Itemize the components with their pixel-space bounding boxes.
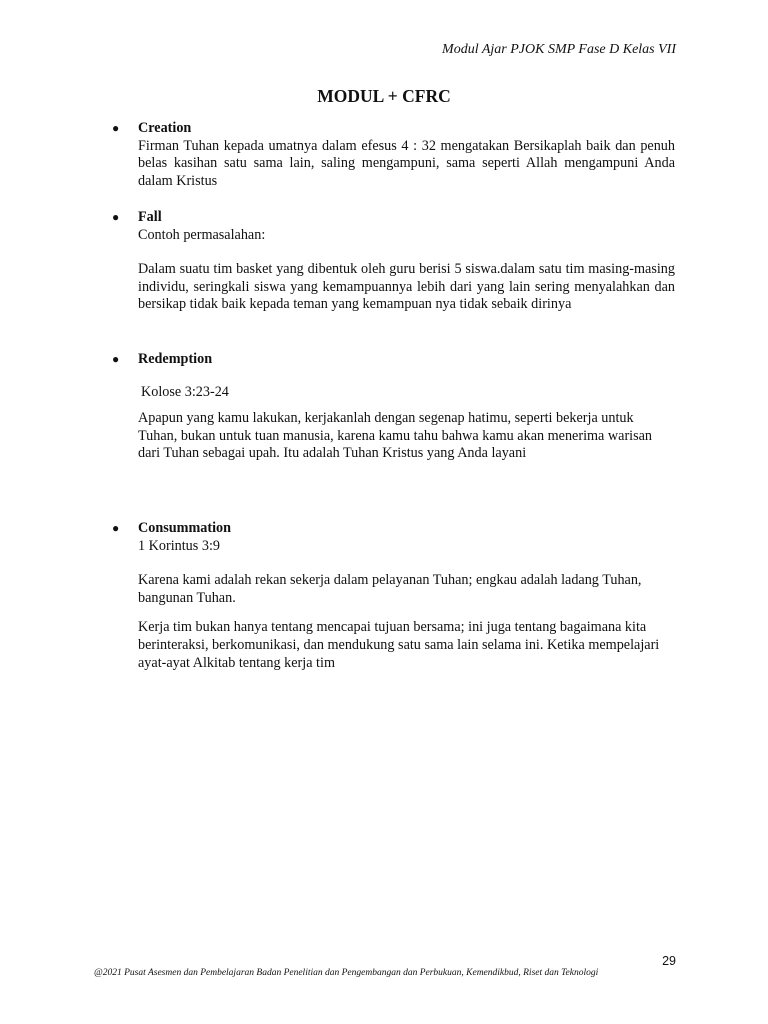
- redemption-reference: Kolose 3:23-24: [141, 383, 229, 400]
- page-number: 29: [662, 954, 676, 968]
- section-fall: [112, 209, 675, 314]
- creation-paragraph: Firman Tuhan kepada umatnya dalam efesus 4 : 32 mengatakan Bersikaplah baik dan penuh belas kasihan satu sama lain, saling mengampuni, sama seperti Allah mengampuni Anda dalam Kristus: [138, 137, 675, 189]
- section-heading-consummation: Consummation: [138, 520, 232, 536]
- redemption-paragraph: Apapun yang kamu lakukan, kerjakanlah dengan segenap hatimu, seperti bekerja untuk Tuhan, bukan untuk tuan manusia, karena kamu tahu bahwa kamu akan menerima warisan dari Tuhan sebagai upah. Itu adalah Tuhan Kristus yang Anda layani: [138, 410, 653, 462]
- section-redemption: [112, 351, 675, 463]
- consummation-paragraph-2: Kerja tim bukan hanya tentang mencapai tujuan bersama; ini juga tentang bagaimana kita berinteraksi, berkomunikasi, dan mendukung satu sama lain selama ini. Ketika mempelajari ayat-ayat Alkitab tentang kerja tim: [138, 619, 660, 671]
- bullet-icon: ●: [112, 352, 120, 366]
- document-title: MODUL + CFRC: [317, 86, 451, 106]
- bullet-icon: ●: [112, 121, 120, 135]
- section-heading-redemption: Redemption: [138, 351, 213, 367]
- bullet-icon: ●: [112, 521, 120, 535]
- running-header: Modul Ajar PJOK SMP Fase D Kelas VII: [442, 42, 676, 57]
- section-heading-fall: Fall: [138, 209, 162, 225]
- section-consummation: [112, 520, 675, 672]
- section-creation: [112, 120, 675, 190]
- copyright-footer: @2021 Pusat Asesmen dan Pembelajaran Badan Penelitian dan Pengembangan dan Perbukuan, Kemendikbud, Riset dan Teknologi: [94, 968, 599, 978]
- fall-paragraph: Dalam suatu tim basket yang dibentuk oleh guru berisi 5 siswa.dalam satu tim masing-masing individu, seringkali siswa yang kemampuannya lebih dari yang lain sering menyalahkan dan bersikap tidak baik kepada teman yang kemampuan nya tidak sebaik dirinya: [138, 261, 675, 313]
- consummation-reference: 1 Korintus 3:9: [138, 537, 220, 554]
- fall-intro: Contoh permasalahan:: [138, 226, 266, 243]
- section-heading-creation: Creation: [138, 120, 192, 136]
- consummation-paragraph-1: Karena kami adalah rekan sekerja dalam pelayanan Tuhan; engkau adalah ladang Tuhan, bangunan Tuhan.: [138, 572, 642, 606]
- bullet-icon: ●: [112, 210, 120, 224]
